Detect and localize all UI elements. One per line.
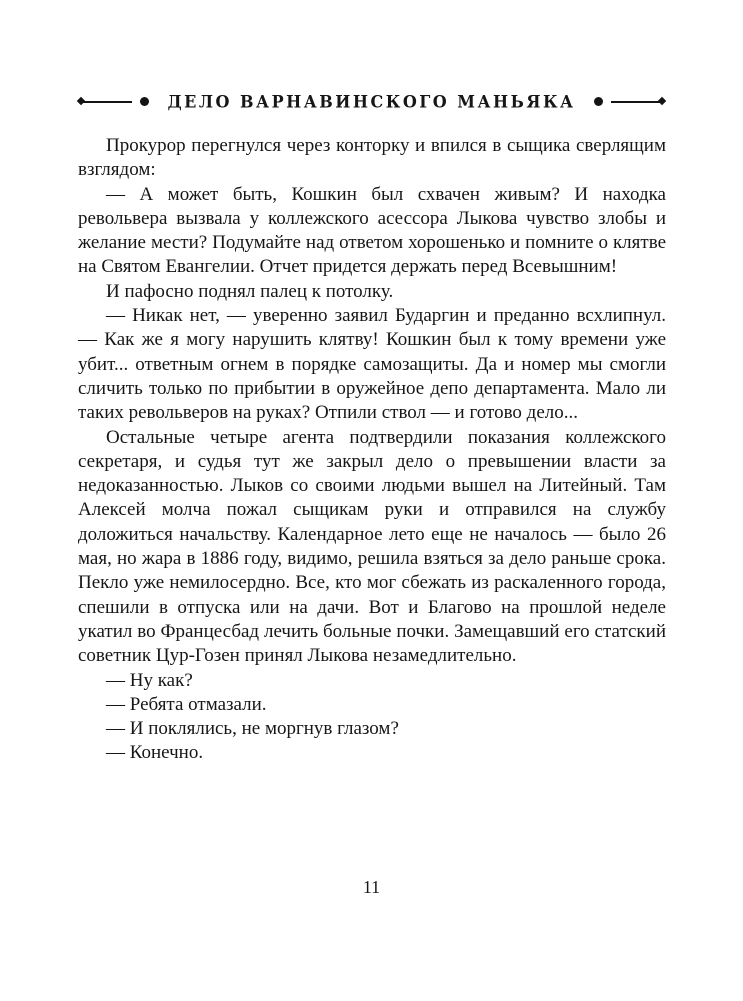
running-title: ДЕЛО ВАРНАВИНСКОГО МАНЬЯКА [167,91,576,112]
paragraph: — Никак нет, — уверенно заявил Бударгин и преданно всхлипнул. — Как же я могу нарушить клятву! Кошкин был к тому времени уже убит... ответным огнем в порядке самозащиты. Да и номер мы смогли сличить только по прибытии в оружейное депо департамента. Мало ли таких револьверов на руках? Отпили ствол — и готово дело... [78,305,666,424]
paragraph: Остальные четыре агента подтвердили показания коллежского секретаря, и судья тут же закрыл дело о превышении власти за недоказанностью. Лыков со своими людьми вышел на Литейный. Там Алексей молча пожал сыщикам руки и отправился на службу доложиться начальству. Календарное лето еще не началось — было 26 мая, но жара в 1886 году, видимо, решила взяться за дело раньше срока. Пекло уже немилосердно. Все, кто мог сбежать из раскаленного города, спешили в отпуска или на дачи. Вот и Благово на прошлой неделе укатил во Францесбад лечить больные почки. Замещавший его статский советник Цур-Гозен принял Лыкова незамедлительно. [78,426,666,667]
page-footer [0,877,743,898]
chapter-header [80,92,663,111]
page-number: 11 [362,877,381,897]
paragraph-dialogue: — Ну как? [106,669,193,691]
paragraph-dialogue: — Конечно. [106,742,204,764]
paragraph: Прокурор перегнулся через конторку и впился в сыщика сверлящим взглядом: [78,135,666,181]
paragraph-dialogue: — Ребята отмазали. [106,693,267,715]
paragraph: — А может быть, Кошкин был схвачен живым? И находка револьвера вызвала у коллежского асессора Лыкова чувство злобы и желание мести? Подумайте над ответом хорошенько и помните о клятве на Святом Евангелии. Отчет придется держать перед Всевышним! [78,183,666,278]
header-dot-right [594,97,603,106]
header-rule-right [611,101,663,103]
paragraph-dialogue: — И поклялись, не моргнув глазом? [106,718,399,740]
paragraph: И пафосно поднял палец к потолку. [106,280,394,302]
header-dot-left [140,97,149,106]
page-body [78,134,666,766]
header-rule-left [80,101,132,103]
